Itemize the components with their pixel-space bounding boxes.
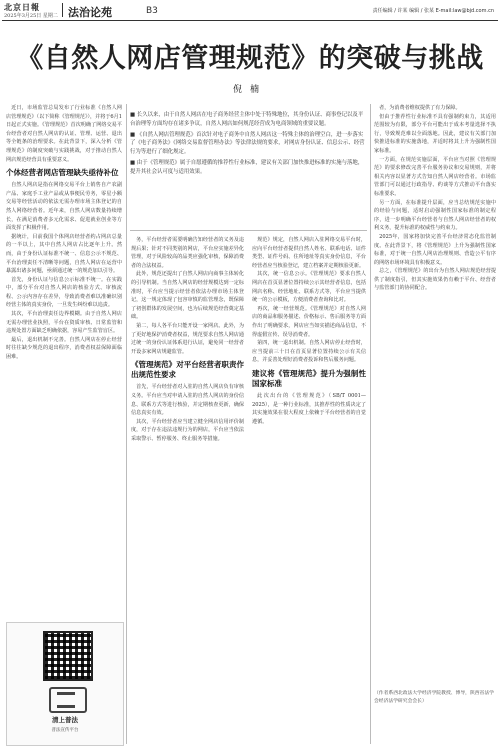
article-column-1 <box>6 104 122 362</box>
page-number: B3 <box>146 6 158 16</box>
header-divider <box>62 3 63 17</box>
editor-credits: 责任编辑 / 许某 编辑 / 张某 E-mail:law@bjd.com.cn <box>372 8 494 14</box>
paragraph: 2025年，国家将加快完善平台经济常态化监管制度。在此背景下，将《管理规范》上升为强制性国家标准，对于统一自然人网店治理规则、营造公平有序的网络市场环境具有积极意义。 <box>374 233 496 266</box>
promo-subtitle: 普法宣传平台 <box>51 728 79 733</box>
paragraph: 据统计，目前我国个体网店经营者约占网店总量的一半以上，其中自然人网店占比逐年上升。然而，由于身份认证标准不统一、信息公示不规范、平台治理责任不清晰等问题，自然人网店在运营中暴露出诸多问题，亟须通过统一的规范加以引导。 <box>6 233 122 275</box>
section-heading: 个体经营者网店管理缺失亟待补位 <box>6 168 119 178</box>
paragraph: 另一方面，在标准提升层面，应当总结规范实施中的经验与问题，适时启动强制性国家标准的制定程序，进一步明确平台经营者与自然人网店经营者的权利义务，提升标准的权威性与约束力。 <box>374 199 496 232</box>
article-column-2 <box>131 236 244 443</box>
header-rule <box>2 20 498 21</box>
section-heading: 建议将《管理规范》提升为强制性国家标准 <box>252 368 366 388</box>
section-title: 法治论苑 <box>68 6 112 19</box>
paragraph: 务，平台经营者需要明确告知经营者的义务及违规后果；针对不同类别的网店，平台应实施差异化管理，对于风险较高的品类应强化审核，保障消费者的合法权益。 <box>131 237 244 269</box>
abstract-point: ■ 《自然人网店管理规范》首次针对电子商务中自然人网店这一特殊主体的治理空白，进一步落实了《电子商务法》《网络交易监督管理办法》等法律法规的要求，对网店身份认证、信息公示、经营行为等进行了细化规定。 <box>130 131 365 156</box>
article-column-4 <box>374 104 496 293</box>
paragraph: 一方面，在规范实施层面，平台应当对照《管理规范》的要求修改完善平台服务协议和交易规则，并将相关内容以显著方式告知自然人网店经营者。市场监管部门可以通过行政指导、约谈等方式推动平台落实标准要求。 <box>374 156 496 197</box>
paragraph: 规范》规定，自然人网店入驻网络交易平台时，应向平台经营者提供自然人姓名、联系电话、证件类型、证件号码、住所地址等真实身份信息，平台经营者应当核验登记，建立档案并定期核验更新。 <box>252 237 366 269</box>
abstract-divider <box>130 230 367 231</box>
paragraph: 首先，平台经营者对入驻的自然人网店负有审核义务。平台应当对申请入驻的自然人网店的身份信息、联系方式等进行核验，并定期核查更新，确保信息真实有效。 <box>131 384 244 417</box>
promo-box <box>6 622 124 746</box>
section-heading: 《管理规范》对平台经营者职责作出规范性要求 <box>131 360 244 380</box>
abstract <box>130 111 367 179</box>
emblem-icon <box>49 687 87 713</box>
abstract-point: ■ 由于《管理规范》属于自愿遵循的推荐性行业标准，建议有关部门加快推进标准的实施与落地，提升其社会认可度与适用效果。 <box>130 159 364 175</box>
paragraph: 第二，每人各平台只能开设一家网店。此外，为了更好地保护消费者权益，规范要求自然人网店通过统一的身份认证体系进行认证，避免同一经营者开设多家网店规避监管。 <box>131 322 244 355</box>
paragraph: 最后，退出机制不完善。自然人网店在停止经营时往往缺少规范的退出程序，消费者权益保障面临困难。 <box>6 336 122 361</box>
paragraph: 第四，统一退出机制。自然人网店停止经营时，应当提前三十日在首页显著位置持续公示有关信息，并妥善处理好消费者投诉和售后服务问题。 <box>252 340 366 364</box>
article-title: 《自然人网店管理规范》的突破与挑战 <box>16 43 484 74</box>
paragraph: 自然人网店是指在网络交易平台上销售自产农副产品、家庭手工业产品或从事便民劳务，零星小额交易等经营活动的依法无需办理市场主体登记的自然人网络经营者。近年来，自然人网店数量持续增长，在满足消费者多元化需求、促进就业创业等方面发挥了积极作用。 <box>6 182 122 232</box>
abstract-point: ■ 长久以来，由于自然人网店在电子商务经营主体中处于特殊地位，其身份认证、商事登记以及平台治理等方面均存在诸多争议，自然人网店如何规范经营成为电商领域的重要议题。 <box>130 112 364 127</box>
paragraph: 其次，平台治理责任边界模糊。由于自然人网店无需办理营业执照，平台在资质审核、日常监管和违规处置方面缺乏明确依据，容易产生监管盲区。 <box>6 311 122 335</box>
newspaper-name: 北京日報 <box>4 2 40 12</box>
column-divider <box>370 104 371 744</box>
column-divider <box>126 104 127 744</box>
promo-name: 清上普法 <box>52 716 78 724</box>
qr-code-icon[interactable] <box>43 631 93 681</box>
paragraph: 此次出台的《管理规范》（SB/T 0001—2025），是一种行业标准，其推荐性的性质决定了其实施效果在很大程度上依赖于平台经营者的自觉遵循。 <box>252 392 366 425</box>
author-note: （作者系西北政法大学经济学院教授、博导，陕西省法学会经济法学研究会会长） <box>374 691 494 704</box>
paragraph: 再次，统一经营规范。《管理规范》对自然人网店的商品和服务描述、价格标示、售后服务等方面作出了明确要求，网店应当如实描述商品信息，不得虚假宣传、误导消费者。 <box>252 305 366 338</box>
paragraph: 其次，平台经营者应当建立健全网店信用评价制度，对于存在违法违规行为的网店，平台应当依法采取警示、暂停服务、终止服务等措施。 <box>131 418 244 442</box>
paragraph: 总之，《管理规范》的出台为自然人网店规范经营提供了制度指引，但其实施效果仍有赖于平台、经营者与监管部门的协同配合。 <box>374 268 496 292</box>
paragraph: 此外，规范还提出了自然人网店向商事主体转化的引导机制。当自然人网店的经营规模达到一定标准时，平台应当提示经营者依法办理市场主体登记，这一规定体现了包容审慎的监管理念，既保障了初创群体的发展空间，也为后续规范经营奠定基础。 <box>131 271 244 321</box>
article-author: 倪楠 <box>232 85 267 95</box>
paragraph: 者，为消费者维权提供了有力保障。 <box>379 105 461 111</box>
article-column-3 <box>252 236 366 426</box>
paragraph: 其次，统一信息公示。《管理规范》要求自然人网店在首页显著位置持续公示其经营者信息，包括网店名称、经营地址、联系方式等，平台应当提供统一的公示模板，方便消费者查询和比对。 <box>252 271 366 304</box>
newspaper-header <box>0 0 500 20</box>
paragraph: 首先，身份认证与信息公示标准不统一。在实践中，部分平台对自然人网店的核验方式、审核流程、公示内容存在差异，导致消费者难以准确识别经营主体的真实身份，一旦发生纠纷难以追责。 <box>6 276 122 309</box>
paragraph: 但由于推荐性行业标准不具有强制约束力，其适用范围较为有限，部分平台可能出于成本考量选择不执行，导致规范难以全面落地。因此，建议有关部门加快推进标准的实施落地，并适时将其上升为强制性国家标准。 <box>374 113 496 154</box>
paragraph: 近日，市场监管总局发布了行业标准《自然人网店管理规范》（以下简称《管理规范》），并将于6月1日起正式实施。《管理规范》首次明确了网络交易平台经营者对自然人网店的认证、管理、运营、退出等全链条的治理要求。在此背景下，深入分析《管理规范》的制度突破与实践挑战，对于推动自然人网店规范经营具有重要意义。 <box>6 105 122 163</box>
issue-date: 2025年3月25日 星期二 <box>4 13 58 19</box>
